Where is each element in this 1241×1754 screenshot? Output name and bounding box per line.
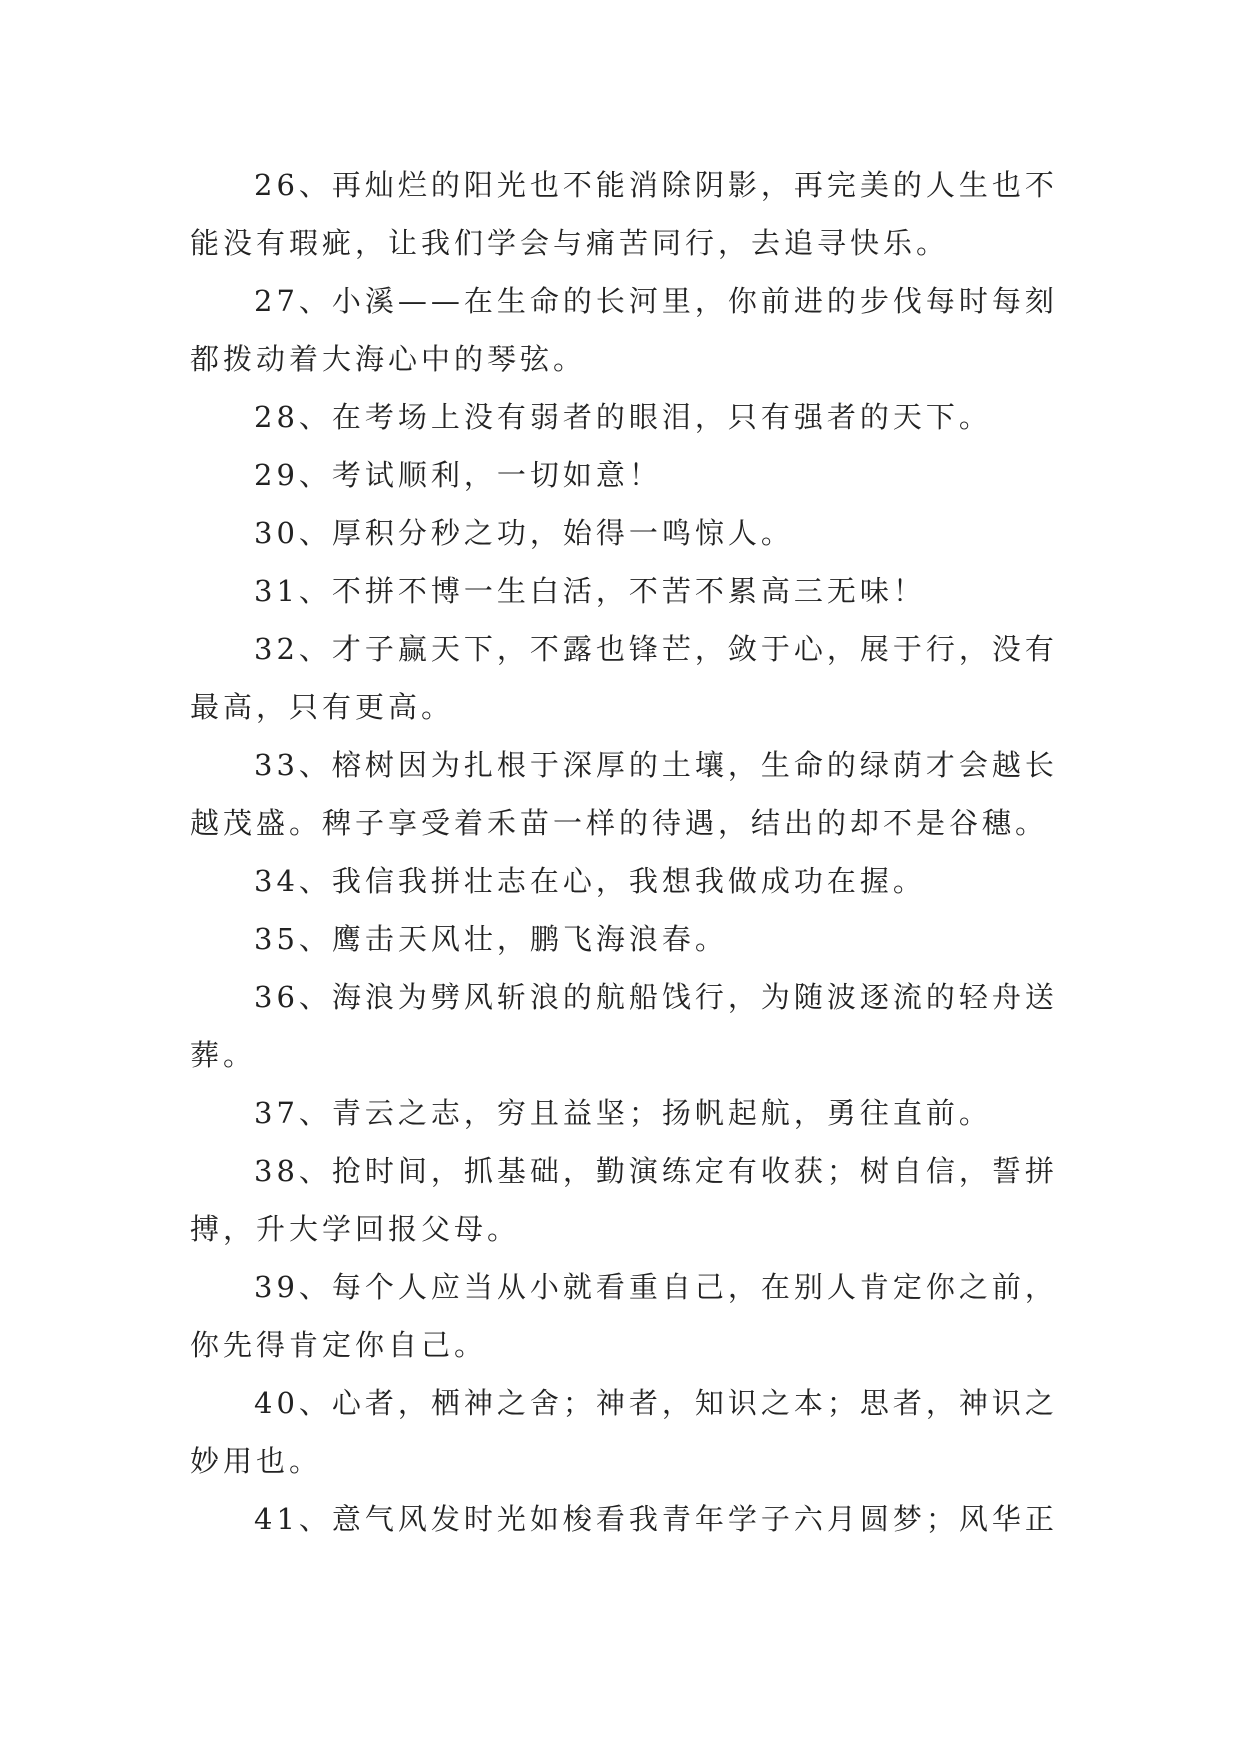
paragraph-29: 29、考试顺利，一切如意！ — [254, 458, 662, 492]
paragraph-27: 27、小溪——在生命的长河里，你前进的步伐每时每刻都拨动着大海心中的琴弦。 — [190, 284, 1058, 376]
paragraph-37: 37、青云之志，穷且益坚；扬帆起航，勇往直前。 — [254, 1096, 992, 1130]
paragraph-32: 32、才子赢天下，不露也锋芒，敛于心，展于行，没有最高，只有更高。 — [190, 632, 1058, 724]
paragraph-31: 31、不拼不博一生白活，不苦不累高三无味！ — [254, 574, 926, 608]
paragraph-35: 35、鹰击天风壮，鹏飞海浪春。 — [254, 922, 728, 956]
paragraph-28: 28、在考场上没有弱者的眼泪，只有强者的天下。 — [254, 400, 992, 434]
paragraph-30: 30、厚积分秒之功，始得一鸣惊人。 — [254, 516, 794, 550]
body-text — [190, 156, 1090, 1548]
paragraph-36: 36、海浪为劈风斩浪的航船饯行，为随波逐流的轻舟送葬。 — [190, 980, 1058, 1072]
paragraph-33: 33、榕树因为扎根于深厚的土壤，生命的绿荫才会越长越茂盛。稗子享受着禾苗一样的待遇，结出的却不是谷穗。 — [190, 748, 1058, 840]
paragraph-41: 41、意气风发时光如梭看我青年学子六月圆梦；风华正 — [254, 1502, 1058, 1536]
paragraph-26: 26、再灿烂的阳光也不能消除阴影，再完美的人生也不能没有瑕疵，让我们学会与痛苦同行，去追寻快乐。 — [190, 168, 1058, 260]
paragraph-39: 39、每个人应当从小就看重自己，在别人肯定你之前，你先得肯定你自己。 — [190, 1270, 1058, 1362]
paragraph-38: 38、抢时间，抓基础，勤演练定有收获；树自信，誓拼搏，升大学回报父母。 — [190, 1154, 1058, 1246]
paragraph-40: 40、心者，栖神之舍；神者，知识之本；思者，神识之妙用也。 — [190, 1386, 1058, 1478]
paragraph-34: 34、我信我拼壮志在心，我想我做成功在握。 — [254, 864, 926, 898]
